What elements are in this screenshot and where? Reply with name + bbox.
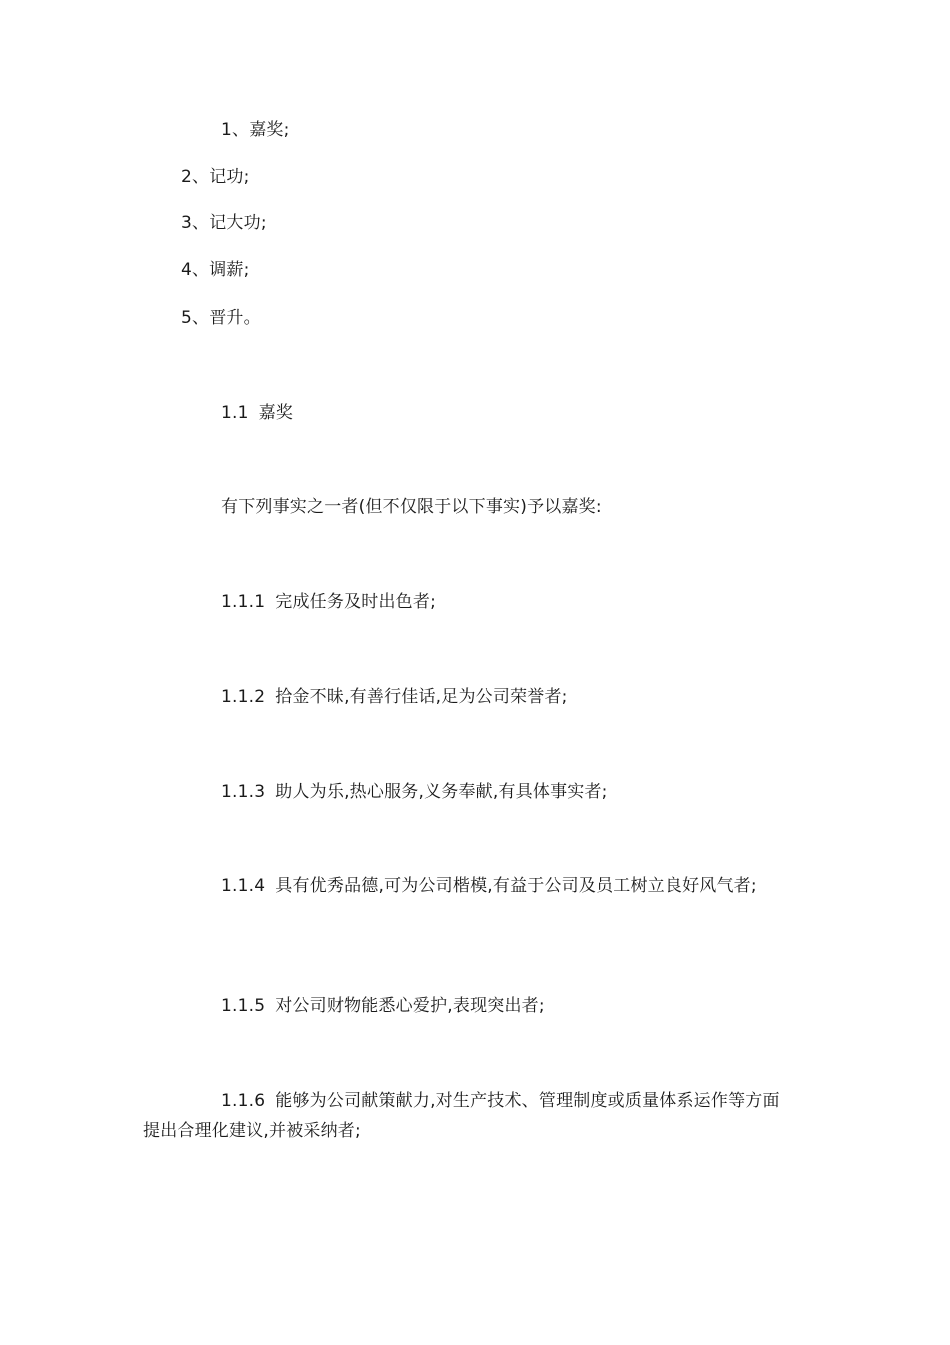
list-number: 3、	[181, 213, 210, 233]
clause-number: 1.1.5	[221, 996, 266, 1016]
clause-number: 1.1.4	[221, 876, 266, 896]
clause-text: 具有优秀品德,可为公司楷模,有益于公司及员工树立良好风气者;	[275, 876, 757, 896]
clause-item	[221, 686, 568, 708]
section-number: 1.1	[221, 403, 249, 423]
clause-text: 完成任务及时出色者;	[275, 592, 436, 612]
list-item	[181, 259, 250, 281]
list-item	[181, 166, 250, 188]
list-number: 4、	[181, 260, 210, 280]
list-number: 1、	[221, 120, 250, 140]
clause-item	[221, 995, 545, 1017]
clause-text: 助人为乐,热心服务,义务奉献,有具体事实者;	[275, 782, 608, 802]
clause-item	[143, 1086, 783, 1146]
list-item	[181, 307, 261, 329]
clause-number: 1.1.1	[221, 592, 266, 612]
clause-number: 1.1.6	[221, 1091, 266, 1111]
clause-item	[221, 781, 608, 803]
list-item	[221, 119, 290, 141]
list-number: 2、	[181, 167, 210, 187]
section-heading	[221, 402, 293, 424]
clause-number: 1.1.3	[221, 782, 266, 802]
section-intro: 有下列事实之一者(但不仅限于以下事实)予以嘉奖:	[221, 497, 602, 517]
clause-item	[143, 871, 783, 901]
section-title: 嘉奖	[258, 403, 294, 423]
clause-text: 拾金不昧,有善行佳话,足为公司荣誉者;	[275, 687, 568, 707]
clause-text: 对公司财物能悉心爱护,表现突出者;	[275, 996, 545, 1016]
list-number: 5、	[181, 308, 210, 328]
list-text: 调薪;	[209, 260, 250, 280]
list-text: 记功;	[209, 167, 250, 187]
clause-item	[221, 591, 436, 613]
list-text: 记大功;	[209, 213, 267, 233]
clause-number: 1.1.2	[221, 687, 266, 707]
list-text: 晋升。	[209, 308, 261, 328]
list-text: 嘉奖;	[249, 120, 290, 140]
list-item	[181, 212, 267, 234]
clause-text: 能够为公司献策献力,对生产技术、管理制度或质量体系运作等方面提出合理化建议,并被采纳者;	[143, 1091, 780, 1141]
